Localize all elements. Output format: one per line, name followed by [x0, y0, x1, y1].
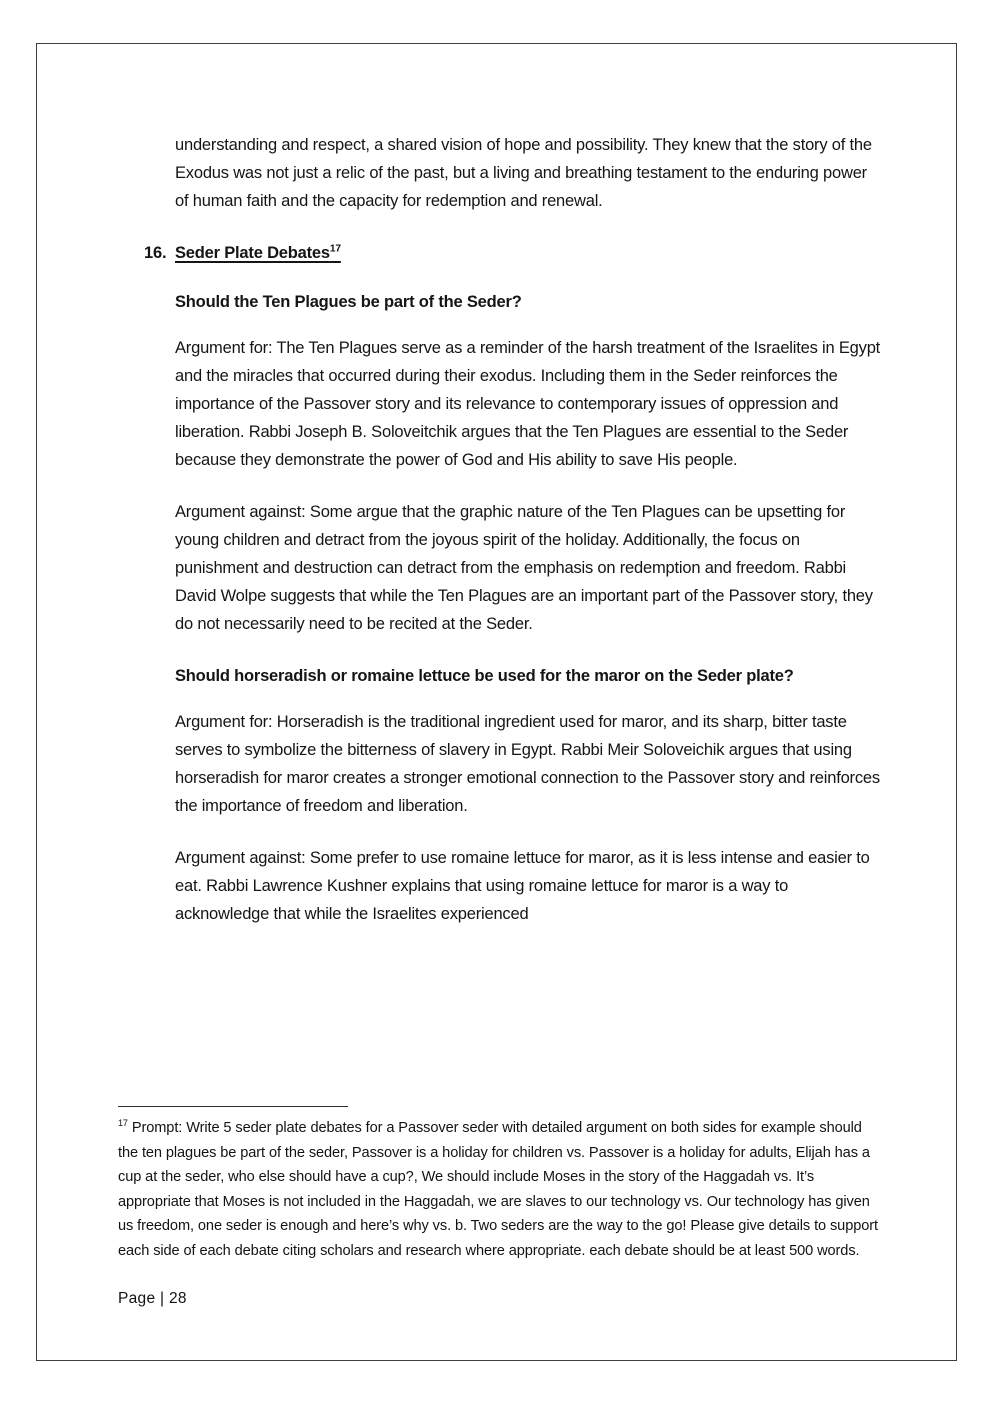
debate-question-maror: Should horseradish or romaine lettuce be used for the maror on the Seder plate?	[175, 667, 794, 685]
debate-question-ten-plagues: Should the Ten Plagues be part of the Seder?	[175, 293, 522, 311]
page-number-footer: Page | 28	[118, 1290, 187, 1307]
footnote-number: 17	[118, 1118, 128, 1129]
argument-against-paragraph: Argument against: Some prefer to use romaine lettuce for maror, as it is less intense and easier to eat. Rabbi Lawrence Kushner explains that using romaine lettuce for maror is a way to acknowledge that while the Israelites experienced	[175, 849, 870, 923]
list-number: 16.	[144, 244, 167, 262]
intro-paragraph: understanding and respect, a shared vision of hope and possibility. They knew that the story of the Exodus was not just a relic of the past, but a living and breathing testament to the enduring power of human faith and the capacity for redemption and renewal.	[175, 136, 872, 210]
argument-for-paragraph: Argument for: The Ten Plagues serve as a reminder of the harsh treatment of the Israelites in Egypt and the miracles that occurred during their exodus. Including them in the Seder reinforces the importance of the Passover story and its relevance to contemporary issues of oppression and liberation. Rabbi Joseph B. Soloveitchik argues that the Ten Plagues are essential to the Seder because they demonstrate the power of God and His ability to save His people.	[175, 339, 881, 469]
footnote-area	[118, 1106, 882, 1264]
footnote-body: Prompt: Write 5 seder plate debates for a Passover seder with detailed argument on both sides for example should the ten plagues be part of the seder, Passover is a holiday for children vs. Passover is a holiday for adults, Elijah has a cup at the seder, who else should have a cup?, We should include Moses in the story of the Haggadah vs. It’s appropriate that Moses is not included in the Haggadah, we are slaves to our technology vs. Our technology has given us freedom, one seder is enough and here’s why vs. b. Two seders are the way to the go! Please give details to support each side of each debate citing scholars and research where appropriate. each debate should be at least 500 words.	[118, 1120, 878, 1259]
section-heading-text: Seder Plate Debates	[175, 244, 330, 262]
section-heading-row	[144, 239, 883, 267]
argument-against-paragraph: Argument against: Some argue that the graphic nature of the Ten Plagues can be upsetting for young children and detract from the joyous spirit of the holiday. Additionally, the focus on punishment and destruction can detract from the emphasis on redemption and freedom. Rabbi David Wolpe suggests that while the Ten Plagues are an important part of the Passover story, they do not necessarily need to be recited at the Seder.	[175, 503, 873, 633]
footnote-ref-marker: 17	[329, 243, 341, 255]
footnote	[118, 1116, 882, 1264]
footnote-separator	[118, 1106, 348, 1107]
section-heading	[175, 244, 341, 262]
argument-for-paragraph: Argument for: Horseradish is the traditional ingredient used for maror, and its sharp, bitter taste serves to symbolize the bitterness of slavery in Egypt. Rabbi Meir Soloveichik argues that using horseradish for maror creates a stronger emotional connection to the Passover story and reinforces the importance of freedom and liberation.	[175, 713, 880, 815]
document-body	[144, 131, 883, 952]
